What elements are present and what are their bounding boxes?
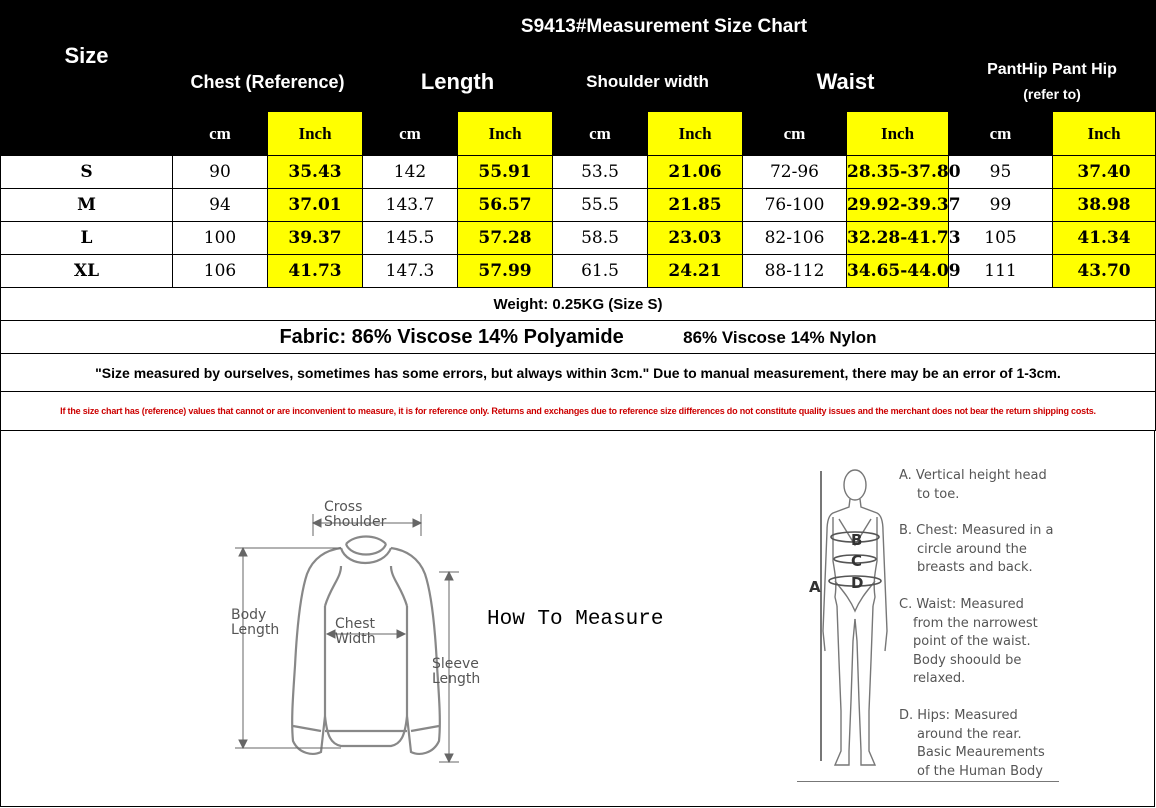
cm-value-cell: 53.5 [553, 156, 648, 189]
note-b-line: B. Chest: Measured in a [899, 523, 1054, 538]
unit-inch: Inch [648, 112, 743, 156]
note-a-line: to toe. [917, 486, 960, 502]
note-d-line: around the rear. [917, 726, 1022, 742]
inch-value-cell: 29.92-39.37 [847, 189, 949, 222]
size-row-m [1, 189, 1156, 222]
cm-value-cell: 145.5 [363, 222, 458, 255]
unit-cm: cm [553, 112, 648, 156]
measurement-note: "Size measured by ourselves, sometimes has some errors, but always within 3cm." Due to manual measurement, there may be an error of 1-3cm. [1, 354, 1156, 392]
inch-value-cell: 41.73 [268, 255, 363, 288]
category-chest: Chest (Reference) [173, 53, 363, 112]
cm-value-cell: 105 [949, 222, 1053, 255]
cm-value-cell: 142 [363, 156, 458, 189]
unit-cm: cm [743, 112, 847, 156]
cm-value-cell: 90 [173, 156, 268, 189]
cm-value-cell: 61.5 [553, 255, 648, 288]
cm-value-cell: 55.5 [553, 189, 648, 222]
note-c-line: point of the waist. [913, 634, 1031, 649]
unit-inch: Inch [268, 112, 363, 156]
cm-value-cell: 95 [949, 156, 1053, 189]
size-cell: M [1, 189, 173, 222]
label-sleeve: Sleeve [432, 656, 479, 672]
inch-value-cell: 21.06 [648, 156, 743, 189]
reference-warning: If the size chart has (reference) values that cannot or are inconvenient to measure, it is for reference only. Returns and exchanges due to reference size differences do not constitute quality issues and the merchant does not bear the return shipping costs. [1, 392, 1156, 431]
cm-value-cell: 143.7 [363, 189, 458, 222]
letter-b: B [851, 531, 863, 549]
size-row-l [1, 222, 1156, 255]
inch-value-cell: 57.28 [458, 222, 553, 255]
inch-value-cell: 23.03 [648, 222, 743, 255]
cm-value-cell: 106 [173, 255, 268, 288]
inch-value-cell: 37.40 [1053, 156, 1156, 189]
inch-value-cell: 41.34 [1053, 222, 1156, 255]
inch-value-cell: 43.70 [1053, 255, 1156, 288]
inch-value-cell: 38.98 [1053, 189, 1156, 222]
inch-value-cell: 28.35-37.80 [847, 156, 949, 189]
label-chest: Chest [335, 616, 376, 632]
inch-value-cell: 56.57 [458, 189, 553, 222]
cm-value-cell: 147.3 [363, 255, 458, 288]
unit-inch: Inch [1053, 112, 1156, 156]
note-d-line: Basic Meaurements [917, 745, 1045, 760]
label-shoulder: Shoulder [324, 514, 387, 530]
inch-value-cell: 37.01 [268, 189, 363, 222]
label-width: Width [335, 631, 376, 647]
inch-value-cell: 57.99 [458, 255, 553, 288]
cm-value-cell: 94 [173, 189, 268, 222]
label-length: Length [231, 622, 280, 638]
size-row-xl [1, 255, 1156, 288]
note-c-line: relaxed. [913, 671, 966, 686]
label-cross: Cross [324, 499, 363, 515]
inch-value-cell: 35.43 [268, 156, 363, 189]
inch-value-cell: 32.28-41.73 [847, 222, 949, 255]
inch-value-cell: 24.21 [648, 255, 743, 288]
note-c-line: C. Waist: Measured [899, 597, 1024, 612]
note-c-line: from the narrowest [913, 615, 1038, 631]
cm-value-cell: 82-106 [743, 222, 847, 255]
category-waist: Waist [743, 53, 949, 112]
figure-baseline [797, 781, 1059, 782]
weight-note: Weight: 0.25KG (Size S) [1, 288, 1156, 321]
letter-d: D [851, 574, 864, 592]
size-cell: S [1, 156, 173, 189]
note-d-line: D. Hips: Measured [899, 708, 1018, 723]
note-a [899, 467, 1047, 504]
unit-cm: cm [173, 112, 268, 156]
cm-value-cell: 76-100 [743, 189, 847, 222]
cm-value-cell: 99 [949, 189, 1053, 222]
how-to-measure-label: How To Measure [487, 608, 664, 631]
unit-row-spacer [1, 112, 173, 156]
inch-value-cell: 34.65-44.09 [847, 255, 949, 288]
label-body: Body [231, 607, 267, 623]
inch-value-cell: 39.37 [268, 222, 363, 255]
inch-value-cell: 55.91 [458, 156, 553, 189]
label-sleeve-length: Length [432, 671, 481, 687]
letter-c: C [851, 552, 863, 570]
cm-value-cell: 111 [949, 255, 1053, 288]
category-length: Length [363, 53, 553, 112]
cm-value-cell: 100 [173, 222, 268, 255]
note-d-line: of the Human Body [917, 763, 1043, 779]
note-a-line: A. Vertical height head [899, 468, 1047, 483]
cm-value-cell: 58.5 [553, 222, 648, 255]
unit-inch: Inch [458, 112, 553, 156]
category-hip-sub: (refer to) [1023, 86, 1081, 102]
unit-cm: cm [949, 112, 1053, 156]
note-d [899, 707, 1045, 781]
note-b-line: breasts and back. [917, 560, 1033, 575]
category-shoulder: Shoulder width [553, 53, 743, 112]
category-hip [949, 53, 1156, 112]
note-c [899, 596, 1038, 689]
category-hip-label: PantHip Pant Hip [987, 61, 1117, 78]
size-row-s [1, 156, 1156, 189]
cm-value-cell: 88-112 [743, 255, 847, 288]
garment-diagram [221, 486, 521, 786]
inch-value-cell: 21.85 [648, 189, 743, 222]
fabric-alt: 86% Viscose 14% Nylon [683, 327, 877, 347]
size-column-header: Size [1, 1, 173, 112]
fabric-main: Fabric: 86% Viscose 14% Polyamide [279, 325, 624, 348]
letter-a: A [809, 578, 821, 596]
unit-inch: Inch [847, 112, 949, 156]
size-cell: XL [1, 255, 173, 288]
unit-cm: cm [363, 112, 458, 156]
chart-title: S9413#Measurement Size Chart [173, 1, 1156, 53]
cm-value-cell: 72-96 [743, 156, 847, 189]
note-b-line: circle around the [917, 541, 1027, 557]
note-c-line: Body shoould be [913, 652, 1022, 668]
how-to-measure-section [0, 431, 1155, 807]
note-b [899, 522, 1053, 578]
human-body-diagram [801, 461, 911, 791]
fabric-row [1, 321, 1156, 354]
size-cell: L [1, 222, 173, 255]
